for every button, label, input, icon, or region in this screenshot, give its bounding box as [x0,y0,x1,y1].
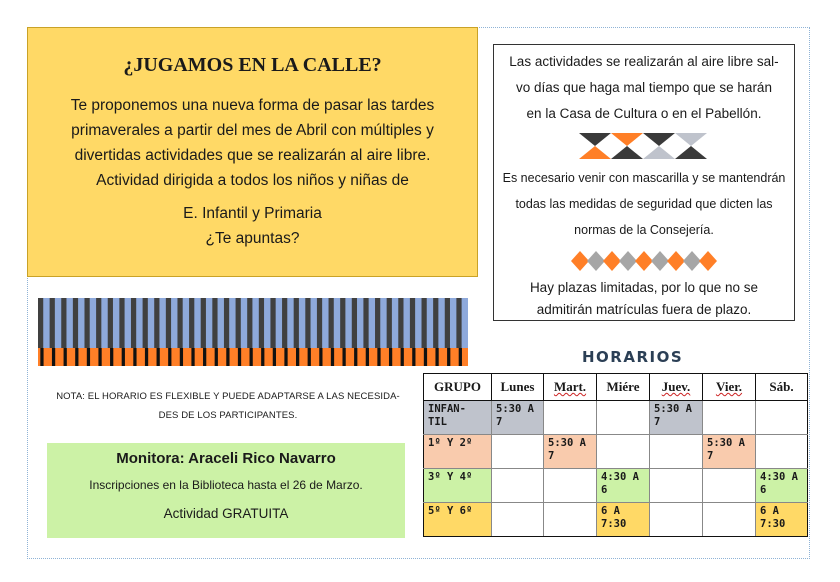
time-cell [544,401,597,435]
limited-line: admitirán matrículas fuera de plazo. [536,302,752,317]
header-wednesday: Miére [597,374,650,401]
note-line: NOTA: EL HORARIO ES FLEXIBLE Y PUEDE ADAPTARSE A LAS NECESIDA- [56,391,400,402]
zigzag-divider-icon [579,133,709,159]
time-cell [756,401,808,435]
diamond-divider-icon [571,251,717,271]
time-cell: 4:30 A 6 [756,469,808,503]
schedule-header-row [424,374,808,401]
time-cell [492,469,544,503]
safety-line: Es necesario venir con mascarilla y se mantendrán [502,171,786,185]
schedule-title: HORARIOS [582,348,684,366]
time-cell: 5:30 A 7 [492,401,544,435]
time-cell: 5:30 A 7 [703,435,756,469]
time-cell [756,435,808,469]
stripe-band [38,298,468,366]
schedule-row [424,503,808,537]
flyer-title: ¿JUGAMOS EN LA CALLE? [123,54,382,76]
group-cell: 1º Y 2º [424,435,492,469]
intro-line: Actividad dirigida a todos los niños y niñas de [96,172,409,189]
intro-line: ¿Te apuntas? [205,230,300,247]
group-cell: 5º Y 6º [424,503,492,537]
note-line: DES DE LOS PARTICIPANTES. [158,410,298,421]
schedule-table [423,373,808,537]
time-cell [650,469,703,503]
info-box [493,44,795,321]
outdoor-line: Las actividades se realizarán al aire libre sal- [509,54,779,69]
header-friday: Vier. [703,374,756,401]
time-cell [597,435,650,469]
schedule-row [424,401,808,435]
time-cell [492,503,544,537]
time-cell: 6 A 7:30 [756,503,808,537]
intro-line: Te proponemos una nueva forma de pasar las tardes [70,97,435,114]
header-group: GRUPO [424,374,492,401]
price-text: Actividad GRATUITA [163,506,289,521]
monitor-name: Monitora: Araceli Rico Navarro [116,450,336,467]
time-cell [544,469,597,503]
header-monday: Lunes [492,374,544,401]
schedule-note [44,387,412,425]
limited-line: Hay plazas limitadas, por lo que no se [529,280,759,295]
time-cell [650,435,703,469]
time-cell [492,435,544,469]
safety-line: todas las medidas de seguridad que dicten las [515,197,773,211]
intro-line: divertidas actividades que se realizarán al aire libre. [74,147,431,164]
intro-line: E. Infantil y Primaria [183,205,322,222]
header-saturday: Sáb. [756,374,808,401]
inscriptions-text: Inscripciones en la Biblioteca hasta el 26 de Marzo. [89,478,363,492]
safety-line: normas de la Consejería. [574,223,714,237]
intro-box [27,27,478,277]
header-thursday: Juev. [650,374,703,401]
time-cell [703,401,756,435]
time-cell [703,469,756,503]
monitor-box [47,443,405,538]
header-tuesday: Mart. [544,374,597,401]
time-cell [650,503,703,537]
time-cell [597,401,650,435]
time-cell: 5:30 A 7 [544,435,597,469]
outdoor-line: vo días que haga mal tiempo que se harán [516,80,772,95]
outdoor-line: en la Casa de Cultura o en el Pabellón. [526,106,762,121]
schedule-row [424,469,808,503]
intro-line: primaverales a partir del mes de Abril con múltiples y [71,122,434,139]
time-cell [703,503,756,537]
time-cell: 5:30 A 7 [650,401,703,435]
schedule-row [424,435,808,469]
time-cell [544,503,597,537]
group-cell: INFAN- TIL [424,401,492,435]
group-cell: 3º Y 4º [424,469,492,503]
time-cell: 4:30 A 6 [597,469,650,503]
time-cell: 6 A 7:30 [597,503,650,537]
